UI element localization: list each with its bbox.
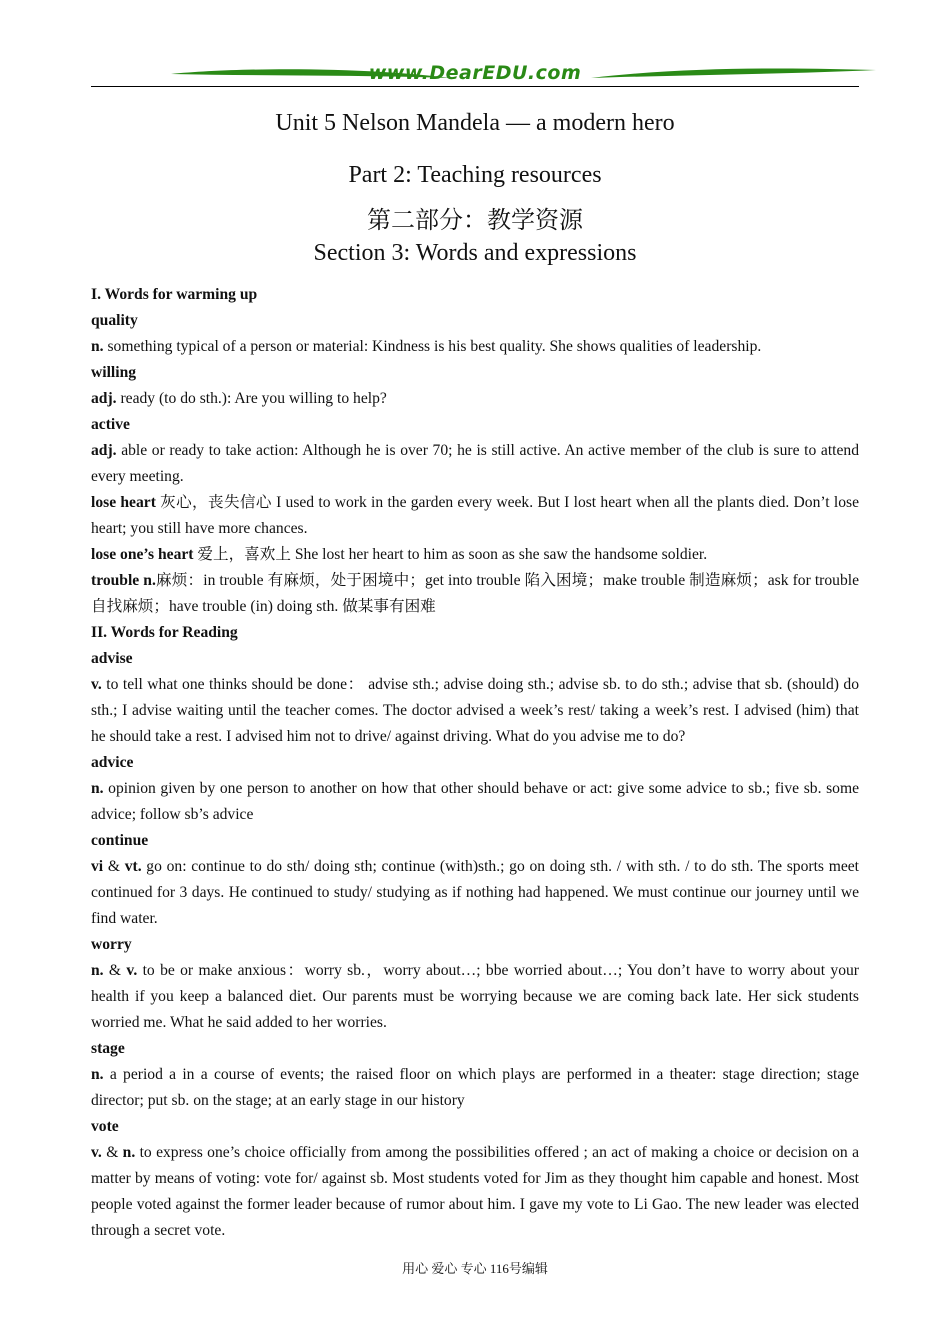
entry-trouble: trouble n.麻烦：in trouble 有麻烦，处于困境中；get into trouble 陷入困境；make trouble 制造麻烦；ask for trouble 自找麻烦；have trouble (in) doing sth. 做某事有困难 — [91, 572, 859, 615]
unit-title: Unit 5 Nelson Mandela — a modern hero — [275, 110, 675, 136]
entry-definition-advise: v. to tell what one thinks should be done： advise sth.; advise doing sth.; advise sb. to do sth.; advise that sb. (should) do sth.; I advise waiting until the teacher comes. The doctor advised a week’s rest/ taking a week’s rest. I advised (him) that he should take a rest. I advised him not to drive/ against driving. What do you advise me to do? — [91, 676, 859, 745]
entry-definition-stage: n. a period a in a course of events; the raised floor on which plays are performed in a theater: stage direction; stage director; put sb. on the stage; at an early stage in our history — [91, 1066, 859, 1109]
part-title-chinese: 第二部分：教学资源 — [367, 206, 583, 234]
entry-definition-quality: n. something typical of a person or material: Kindness is his best quality. She shows qualities of leadership. — [91, 338, 762, 355]
entry-word-advise: advise — [91, 650, 133, 667]
entry-word-willing: willing — [91, 364, 137, 381]
entry-word-advice: advice — [91, 754, 134, 771]
section-title: Section 3: Words and expressions — [313, 240, 637, 266]
entry-word-continue: continue — [91, 832, 149, 849]
site-logo: www.DearEDU.com — [368, 62, 582, 84]
vocabulary-content — [91, 282, 859, 1244]
entry-definition-active: adj. able or ready to take action: Although he is over 70; he is still active. An active member of the club is sure to attend every meeting. — [91, 442, 859, 485]
entry-definition-continue: vi & vt. go on: continue to do sth/ doing sth; continue (with)sth.; go on doing sth. / with sth. / to do sth. The sports meet continued for 3 days. He continued to study/ studying as if nothing had happened. We must continue our journey until we find water. — [91, 858, 859, 927]
entry-word-quality: quality — [91, 312, 138, 329]
part-title: Part 2: Teaching resources — [348, 162, 602, 188]
entry-definition-willing: adj. ready (to do sth.): Are you willing to help? — [91, 390, 387, 407]
section-heading-warming-up: I. Words for warming up — [91, 286, 258, 303]
entry-lose-heart: lose heart 灰心，丧失信心 I used to work in the garden every week. But I lost heart when all the plants died. Don’t lose heart; you still have more chances. — [91, 494, 859, 537]
section-heading-reading: II. Words for Reading — [91, 624, 238, 641]
header-rule — [91, 86, 859, 87]
entry-definition-vote: v. & n. to express one’s choice officially from among the possibilities offered ; an act of making a choice or decision on a matter by means of voting: vote for/ against sb. Most students voted for Jim as they thought him capable and honest. Most people voted against the former leader because of rumor about him. I gave my vote to Li Gao. The new leader was elected through a secret vote. — [91, 1144, 859, 1239]
right-swoosh-decoration — [591, 66, 876, 82]
entry-lose-ones-heart: lose one’s heart 爱上，喜欢上 She lost her heart to him as soon as she saw the handsome soldier. — [91, 546, 708, 563]
site-header — [91, 62, 859, 90]
entry-definition-advice: n. opinion given by one person to another on how that other should behave or act: give some advice to sb.; five sb. some advice; follow sb’s advice — [91, 780, 859, 823]
page-footer: 用心 爱心 专心 116号编辑 — [402, 1261, 548, 1276]
entry-definition-worry: n. & v. to be or make anxious：worry sb.，worry about…; bbe worried about…; You don’t have to worry about your health if you keep a balanced diet. Our parents must be worrying because we are coming back late. Her sick students worried me. What he said added to her worries. — [91, 962, 859, 1031]
entry-word-stage: stage — [91, 1040, 125, 1057]
entry-word-active: active — [91, 416, 130, 433]
entry-word-worry: worry — [91, 936, 132, 953]
entry-word-vote: vote — [91, 1118, 119, 1135]
